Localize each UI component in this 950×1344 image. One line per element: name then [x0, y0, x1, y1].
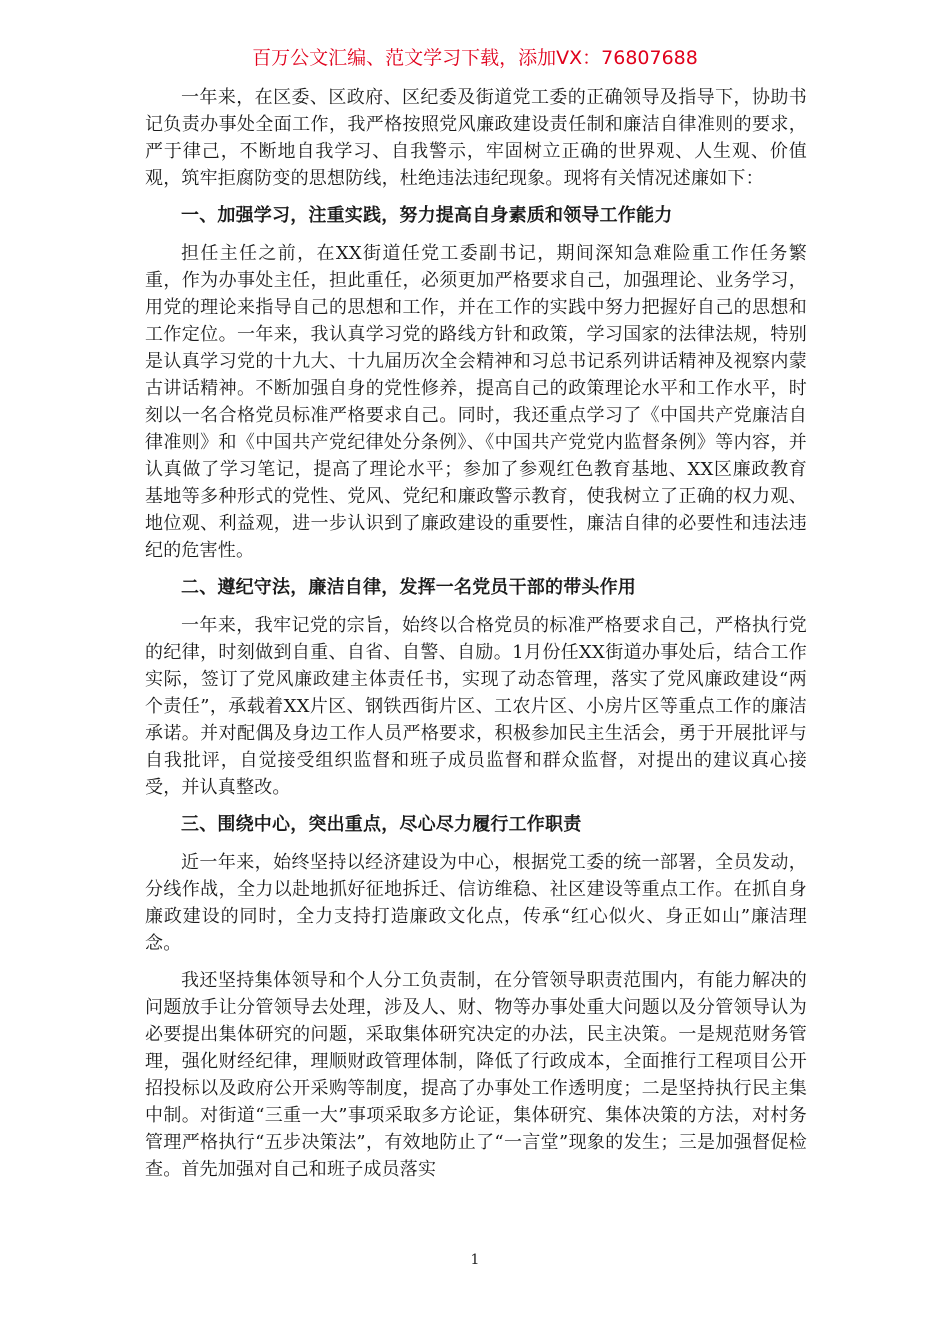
section-heading-3: 三、围绕中心，突出重点，尽心尽力履行工作职责	[181, 814, 582, 835]
section-3-paragraph-2: 我还坚持集体领导和个人分工负责制，在分管领导职责范围内，有能力解决的问题放手让分管领导去处理，涉及人、财、物等办事处重大问题以及分管领导认为必要提出集体研究的问题，采取集体研究决定的办法，民主决策。一是规范财务管理，强化财经纪律，理顺财政管理体制，降低了行政成本，全面推行工程项目公开招投标以及政府公开采购等制度，提高了办事处工作透明度；二是坚持执行民主集中制。对街道“三重一大”事项采取多方论证，集体研究、集体决策的方法，对村务管理严格执行“五步决策法”，有效地防止了“一言堂”现象的发生；三是加强督促检查。首先加强对自己和班子成员落实	[145, 970, 807, 1180]
document-body	[145, 84, 807, 1183]
intro-paragraph: 一年来，在区委、区政府、区纪委及街道党工委的正确领导及指导下，协助书记负责办事处全面工作，我严格按照党风廉政建设责任制和廉洁自律准则的要求，严于律己，不断地自我学习、自我警示，牢固树立正确的世界观、人生观、价值观，筑牢拒腐防变的思想防线，杜绝违法违纪现象。现将有关情况述廉如下：	[145, 87, 807, 189]
section-2-paragraph: 一年来，我牢记党的宗旨，始终以合格党员的标准严格要求自己，严格执行党的纪律，时刻做到自重、自省、自警、自励。1月份任XX街道办事处后，结合工作实际，签订了党风廉政建主体责任书，实现了动态管理，落实了党风廉政建设“两个责任”，承载着XX片区、钢铁西街片区、工农片区、小房片区等重点工作的廉洁承诺。并对配偶及身边工作人员严格要求，积极参加民主生活会，勇于开展批评与自我批评，自觉接受组织监督和班子成员监督和群众监督，对提出的建议真心接受，并认真整改。	[145, 615, 807, 798]
page-number: 1	[470, 1252, 480, 1268]
section-3-paragraph-1: 近一年来，始终坚持以经济建设为中心，根据党工委的统一部署，全员发动，分线作战，全力以赴地抓好征地拆迁、信访维稳、社区建设等重点工作。在抓自身廉政建设的同时，全力支持打造廉政文化点，传承“红心似火、身正如山”廉洁理念。	[145, 852, 807, 954]
section-heading-2: 二、遵纪守法，廉洁自律，发挥一名党员干部的带头作用	[181, 577, 636, 598]
section-1-paragraph: 担任主任之前，在XX街道任党工委副书记，期间深知急难险重工作任务繁重，作为办事处主任，担此重任，必须更加严格要求自己，加强理论、业务学习，用党的理论来指导自己的思想和工作，并在工作的实践中努力把握好自己的思想和工作定位。一年来，我认真学习党的路线方针和政策，学习国家的法律法规，特别是认真学习党的十九大、十九届历次全会精神和习总书记系列讲话精神及视察内蒙古讲话精神。不断加强自身的党性修养，提高自己的政策理论水平和工作水平，时刻以一名合格党员标准严格要求自己。同时，我还重点学习了《中国共产党廉洁自律准则》和《中国共产党纪律处分条例》、《中国共产党党内监督条例》等内容，并认真做了学习笔记，提高了理论水平；参加了参观红色教育基地、XX区廉政教育基地等多种形式的党性、党风、党纪和廉政警示教育，使我树立了正确的权力观、地位观、利益观，进一步认识到了廉政建设的重要性，廉洁自律的必要性和违法违纪的危害性。	[145, 243, 807, 561]
download-banner: 百万公文汇编、范文学习下载，添加VX：76807688	[252, 47, 698, 69]
section-heading-1: 一、加强学习，注重实践，努力提高自身素质和领导工作能力	[181, 205, 673, 226]
